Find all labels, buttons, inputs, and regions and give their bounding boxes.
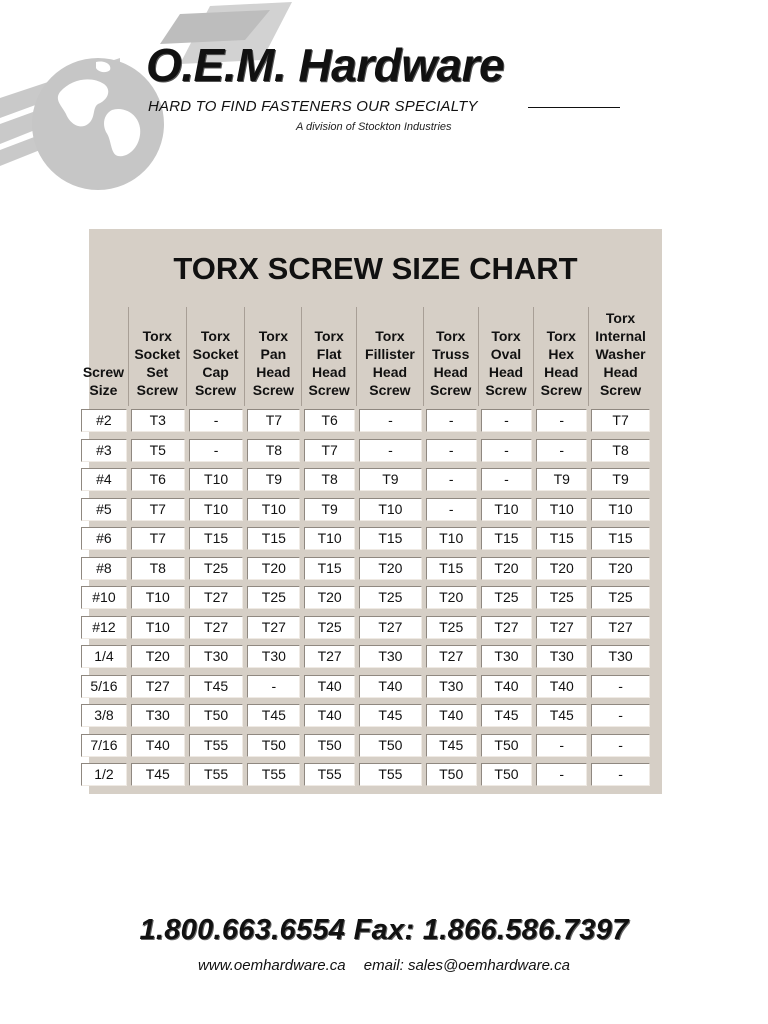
cell-value: T15 bbox=[247, 527, 300, 550]
size-chart-table bbox=[79, 307, 652, 790]
bit-size-cell bbox=[302, 613, 357, 643]
cell-value: T40 bbox=[359, 675, 422, 698]
cell-value: #8 bbox=[81, 557, 127, 580]
cell-value: T25 bbox=[304, 616, 355, 639]
size-cell bbox=[79, 495, 129, 525]
cell-value: #10 bbox=[81, 586, 127, 609]
bit-size-cell bbox=[245, 583, 302, 613]
cell-value: T25 bbox=[536, 586, 587, 609]
cell-value: T45 bbox=[131, 763, 185, 786]
bit-size-cell bbox=[479, 731, 535, 761]
cell-value: - bbox=[426, 498, 477, 521]
bit-size-cell bbox=[302, 465, 357, 495]
bit-size-cell bbox=[589, 554, 652, 584]
bit-size-cell bbox=[187, 554, 246, 584]
bit-size-cell bbox=[302, 642, 357, 672]
tagline-rule bbox=[528, 107, 620, 108]
bit-size-cell bbox=[357, 642, 424, 672]
cell-value: - bbox=[536, 409, 587, 432]
cell-value: - bbox=[536, 734, 587, 757]
cell-value: - bbox=[591, 734, 650, 757]
cell-value: - bbox=[359, 409, 422, 432]
bit-size-cell bbox=[187, 583, 246, 613]
bit-size-cell bbox=[129, 554, 187, 584]
table-row bbox=[79, 642, 652, 672]
table-row bbox=[79, 554, 652, 584]
bit-size-cell bbox=[187, 760, 246, 790]
bit-size-cell bbox=[424, 465, 479, 495]
cell-value: T40 bbox=[481, 675, 533, 698]
bit-size-cell bbox=[589, 465, 652, 495]
cell-value: - bbox=[189, 409, 244, 432]
cell-value: T30 bbox=[426, 675, 477, 698]
cell-value: T10 bbox=[481, 498, 533, 521]
bit-size-cell bbox=[187, 701, 246, 731]
cell-value: T40 bbox=[304, 704, 355, 727]
bit-size-cell bbox=[479, 642, 535, 672]
bit-size-cell bbox=[187, 613, 246, 643]
cell-value: - bbox=[359, 439, 422, 462]
column-header: Torx Flat Head Screw bbox=[302, 307, 357, 406]
cell-value: T10 bbox=[591, 498, 650, 521]
cell-value: T20 bbox=[536, 557, 587, 580]
bit-size-cell bbox=[534, 701, 589, 731]
size-cell bbox=[79, 701, 129, 731]
bit-size-cell bbox=[302, 760, 357, 790]
cell-value: T27 bbox=[304, 645, 355, 668]
bit-size-cell bbox=[357, 554, 424, 584]
bit-size-cell bbox=[245, 701, 302, 731]
cell-value: #6 bbox=[81, 527, 127, 550]
bit-size-cell bbox=[534, 524, 589, 554]
bit-size-cell bbox=[424, 760, 479, 790]
bit-size-cell bbox=[357, 701, 424, 731]
cell-value: T25 bbox=[481, 586, 533, 609]
cell-value: T25 bbox=[189, 557, 244, 580]
cell-value: T10 bbox=[189, 468, 244, 491]
bit-size-cell bbox=[589, 495, 652, 525]
bit-size-cell bbox=[589, 524, 652, 554]
bit-size-cell bbox=[129, 731, 187, 761]
bit-size-cell bbox=[129, 465, 187, 495]
bit-size-cell bbox=[589, 760, 652, 790]
bit-size-cell bbox=[424, 701, 479, 731]
bit-size-cell bbox=[245, 406, 302, 436]
bit-size-cell bbox=[589, 642, 652, 672]
cell-value: T15 bbox=[304, 557, 355, 580]
website-link[interactable]: www.oemhardware.ca bbox=[198, 957, 346, 974]
bit-size-cell bbox=[424, 524, 479, 554]
size-cell bbox=[79, 554, 129, 584]
cell-value: T30 bbox=[131, 704, 185, 727]
cell-value: T8 bbox=[304, 468, 355, 491]
bit-size-cell bbox=[479, 406, 535, 436]
cell-value: T27 bbox=[247, 616, 300, 639]
cell-value: T25 bbox=[591, 586, 650, 609]
cell-value: T27 bbox=[591, 616, 650, 639]
bit-size-cell bbox=[424, 406, 479, 436]
table-header-row bbox=[79, 307, 652, 406]
cell-value: T55 bbox=[189, 763, 244, 786]
bit-size-cell bbox=[534, 406, 589, 436]
bit-size-cell bbox=[302, 583, 357, 613]
bit-size-cell bbox=[357, 613, 424, 643]
bit-size-cell bbox=[589, 613, 652, 643]
bit-size-cell bbox=[357, 731, 424, 761]
cell-value: T55 bbox=[359, 763, 422, 786]
cell-value: T27 bbox=[536, 616, 587, 639]
cell-value: T40 bbox=[304, 675, 355, 698]
cell-value: - bbox=[591, 704, 650, 727]
cell-value: T25 bbox=[247, 586, 300, 609]
bit-size-cell bbox=[534, 554, 589, 584]
cell-value: T7 bbox=[131, 527, 185, 550]
cell-value: T20 bbox=[247, 557, 300, 580]
bit-size-cell bbox=[187, 731, 246, 761]
size-cell bbox=[79, 406, 129, 436]
cell-value: T55 bbox=[304, 763, 355, 786]
bit-size-cell bbox=[357, 583, 424, 613]
bit-size-cell bbox=[479, 436, 535, 466]
cell-value: T7 bbox=[591, 409, 650, 432]
cell-value: T20 bbox=[591, 557, 650, 580]
column-header: Torx Fillister Head Screw bbox=[357, 307, 424, 406]
size-cell bbox=[79, 731, 129, 761]
cell-value: T7 bbox=[304, 439, 355, 462]
cell-value: T15 bbox=[536, 527, 587, 550]
table-row bbox=[79, 613, 652, 643]
column-header: Torx Socket Cap Screw bbox=[187, 307, 246, 406]
cell-value: T55 bbox=[189, 734, 244, 757]
cell-value: T8 bbox=[591, 439, 650, 462]
column-header: Torx Pan Head Screw bbox=[245, 307, 302, 406]
bit-size-cell bbox=[534, 642, 589, 672]
table-row bbox=[79, 524, 652, 554]
cell-value: T45 bbox=[481, 704, 533, 727]
table-row bbox=[79, 701, 652, 731]
cell-value: T20 bbox=[359, 557, 422, 580]
bit-size-cell bbox=[534, 672, 589, 702]
bit-size-cell bbox=[245, 524, 302, 554]
table-row bbox=[79, 406, 652, 436]
bit-size-cell bbox=[479, 583, 535, 613]
size-chart-panel bbox=[82, 229, 662, 794]
bit-size-cell bbox=[357, 760, 424, 790]
bit-size-cell bbox=[187, 642, 246, 672]
cell-value: T15 bbox=[359, 527, 422, 550]
bit-size-cell bbox=[245, 554, 302, 584]
cell-value: - bbox=[481, 468, 533, 491]
bit-size-cell bbox=[187, 436, 246, 466]
cell-value: #5 bbox=[81, 498, 127, 521]
bit-size-cell bbox=[479, 613, 535, 643]
table-row bbox=[79, 495, 652, 525]
size-cell bbox=[79, 672, 129, 702]
cell-value: T27 bbox=[426, 645, 477, 668]
bit-size-cell bbox=[245, 642, 302, 672]
bit-size-cell bbox=[245, 436, 302, 466]
cell-value: - bbox=[426, 439, 477, 462]
cell-value: T20 bbox=[481, 557, 533, 580]
bit-size-cell bbox=[245, 760, 302, 790]
bit-size-cell bbox=[129, 701, 187, 731]
cell-value: T9 bbox=[304, 498, 355, 521]
bit-size-cell bbox=[534, 495, 589, 525]
cell-value: T10 bbox=[536, 498, 587, 521]
bit-size-cell bbox=[479, 672, 535, 702]
bit-size-cell bbox=[129, 642, 187, 672]
cell-value: T15 bbox=[189, 527, 244, 550]
cell-value: T7 bbox=[131, 498, 185, 521]
size-cell bbox=[79, 613, 129, 643]
bit-size-cell bbox=[479, 554, 535, 584]
bit-size-cell bbox=[479, 760, 535, 790]
bit-size-cell bbox=[424, 436, 479, 466]
cell-value: T10 bbox=[131, 586, 185, 609]
bit-size-cell bbox=[424, 495, 479, 525]
cell-value: T30 bbox=[591, 645, 650, 668]
bit-size-cell bbox=[479, 465, 535, 495]
cell-value: #12 bbox=[81, 616, 127, 639]
cell-value: T15 bbox=[481, 527, 533, 550]
cell-value: #4 bbox=[81, 468, 127, 491]
cell-value: T50 bbox=[359, 734, 422, 757]
cell-value: - bbox=[481, 409, 533, 432]
cell-value: T8 bbox=[131, 557, 185, 580]
web-contact bbox=[0, 957, 768, 974]
cell-value: T40 bbox=[536, 675, 587, 698]
cell-value: T45 bbox=[536, 704, 587, 727]
cell-value: T45 bbox=[247, 704, 300, 727]
bit-size-cell bbox=[245, 465, 302, 495]
cell-value: T9 bbox=[359, 468, 422, 491]
cell-value: T25 bbox=[426, 616, 477, 639]
cell-value: T10 bbox=[247, 498, 300, 521]
bit-size-cell bbox=[129, 760, 187, 790]
cell-value: T27 bbox=[189, 586, 244, 609]
cell-value: T8 bbox=[247, 439, 300, 462]
bit-size-cell bbox=[424, 672, 479, 702]
bit-size-cell bbox=[357, 436, 424, 466]
cell-value: T10 bbox=[189, 498, 244, 521]
bit-size-cell bbox=[534, 465, 589, 495]
phone-fax: 1.800.663.6554 Fax: 1.866.586.7397 bbox=[139, 914, 629, 946]
chart-title: TORX SCREW SIZE CHART bbox=[173, 251, 578, 286]
cell-value: T30 bbox=[359, 645, 422, 668]
cell-value: - bbox=[481, 439, 533, 462]
bit-size-cell bbox=[424, 642, 479, 672]
bit-size-cell bbox=[129, 613, 187, 643]
bit-size-cell bbox=[245, 672, 302, 702]
cell-value: - bbox=[536, 763, 587, 786]
cell-value: T20 bbox=[131, 645, 185, 668]
cell-value: T40 bbox=[131, 734, 185, 757]
bit-size-cell bbox=[302, 495, 357, 525]
cell-value: T10 bbox=[359, 498, 422, 521]
size-cell bbox=[79, 583, 129, 613]
cell-value: T3 bbox=[131, 409, 185, 432]
bit-size-cell bbox=[589, 672, 652, 702]
bit-size-cell bbox=[424, 731, 479, 761]
column-header: Torx Oval Head Screw bbox=[479, 307, 535, 406]
table-row bbox=[79, 760, 652, 790]
cell-value: T15 bbox=[426, 557, 477, 580]
bit-size-cell bbox=[302, 436, 357, 466]
bit-size-cell bbox=[302, 701, 357, 731]
bit-size-cell bbox=[479, 495, 535, 525]
bit-size-cell bbox=[424, 613, 479, 643]
cell-value: T50 bbox=[481, 763, 533, 786]
column-header: Torx Hex Head Screw bbox=[534, 307, 589, 406]
cell-value: T50 bbox=[304, 734, 355, 757]
column-header: Screw Size bbox=[79, 307, 129, 406]
bit-size-cell bbox=[534, 731, 589, 761]
cell-value: - bbox=[591, 675, 650, 698]
table-row bbox=[79, 465, 652, 495]
bit-size-cell bbox=[245, 613, 302, 643]
cell-value: - bbox=[189, 439, 244, 462]
cell-value: T5 bbox=[131, 439, 185, 462]
bit-size-cell bbox=[245, 495, 302, 525]
bit-size-cell bbox=[302, 524, 357, 554]
bit-size-cell bbox=[187, 465, 246, 495]
cell-value: - bbox=[426, 468, 477, 491]
table-row bbox=[79, 731, 652, 761]
cell-value: T45 bbox=[189, 675, 244, 698]
bit-size-cell bbox=[357, 465, 424, 495]
cell-value: T55 bbox=[247, 763, 300, 786]
column-header: Torx Socket Set Screw bbox=[129, 307, 187, 406]
cell-value: T50 bbox=[189, 704, 244, 727]
bit-size-cell bbox=[534, 613, 589, 643]
bit-size-cell bbox=[479, 524, 535, 554]
cell-value: T30 bbox=[536, 645, 587, 668]
bit-size-cell bbox=[357, 406, 424, 436]
cell-value: T30 bbox=[247, 645, 300, 668]
bit-size-cell bbox=[589, 731, 652, 761]
bit-size-cell bbox=[357, 495, 424, 525]
bit-size-cell bbox=[589, 436, 652, 466]
bit-size-cell bbox=[129, 672, 187, 702]
bit-size-cell bbox=[129, 495, 187, 525]
cell-value: T27 bbox=[481, 616, 533, 639]
cell-value: T6 bbox=[304, 409, 355, 432]
cell-value: T9 bbox=[247, 468, 300, 491]
bit-size-cell bbox=[187, 672, 246, 702]
bit-size-cell bbox=[357, 524, 424, 554]
bit-size-cell bbox=[129, 406, 187, 436]
cell-value: 1/2 bbox=[81, 763, 127, 786]
cell-value: T9 bbox=[536, 468, 587, 491]
cell-value: 1/4 bbox=[81, 645, 127, 668]
bit-size-cell bbox=[187, 495, 246, 525]
bit-size-cell bbox=[302, 672, 357, 702]
bit-size-cell bbox=[302, 731, 357, 761]
cell-value: - bbox=[591, 763, 650, 786]
bit-size-cell bbox=[129, 436, 187, 466]
size-cell bbox=[79, 465, 129, 495]
cell-value: T6 bbox=[131, 468, 185, 491]
cell-value: T30 bbox=[481, 645, 533, 668]
cell-value: #3 bbox=[81, 439, 127, 462]
table-row bbox=[79, 436, 652, 466]
cell-value: T20 bbox=[426, 586, 477, 609]
cell-value: #2 bbox=[81, 409, 127, 432]
size-cell bbox=[79, 436, 129, 466]
email-link[interactable]: email: sales@oemhardware.ca bbox=[363, 957, 570, 974]
cell-value: T45 bbox=[426, 734, 477, 757]
column-header: Torx Internal Washer Head Screw bbox=[595, 310, 646, 398]
bit-size-cell bbox=[424, 554, 479, 584]
table-row bbox=[79, 672, 652, 702]
cell-value: T25 bbox=[359, 586, 422, 609]
bit-size-cell bbox=[424, 583, 479, 613]
cell-value: 3/8 bbox=[81, 704, 127, 727]
cell-value: - bbox=[426, 409, 477, 432]
bit-size-cell bbox=[187, 406, 246, 436]
bit-size-cell bbox=[534, 583, 589, 613]
table-body bbox=[79, 406, 652, 790]
cell-value: T9 bbox=[591, 468, 650, 491]
cell-value: T10 bbox=[131, 616, 185, 639]
bit-size-cell bbox=[187, 524, 246, 554]
cell-value: T30 bbox=[189, 645, 244, 668]
bit-size-cell bbox=[589, 701, 652, 731]
bit-size-cell bbox=[357, 672, 424, 702]
cell-value: T40 bbox=[426, 704, 477, 727]
cell-value: T27 bbox=[359, 616, 422, 639]
bit-size-cell bbox=[245, 731, 302, 761]
cell-value: T10 bbox=[304, 527, 355, 550]
cell-value: T27 bbox=[189, 616, 244, 639]
cell-value: T50 bbox=[426, 763, 477, 786]
size-cell bbox=[79, 760, 129, 790]
bit-size-cell bbox=[302, 554, 357, 584]
cell-value: T27 bbox=[131, 675, 185, 698]
cell-value: T20 bbox=[304, 586, 355, 609]
table-row bbox=[79, 583, 652, 613]
bit-size-cell bbox=[129, 583, 187, 613]
cell-value: 7/16 bbox=[81, 734, 127, 757]
cell-value: T7 bbox=[247, 409, 300, 432]
bit-size-cell bbox=[534, 760, 589, 790]
bit-size-cell bbox=[534, 436, 589, 466]
cell-value: - bbox=[247, 675, 300, 698]
cell-value: T50 bbox=[247, 734, 300, 757]
size-cell bbox=[79, 524, 129, 554]
cell-value: 5/16 bbox=[81, 675, 127, 698]
brand-name: O.E.M. Hardware bbox=[146, 39, 505, 91]
cell-value: T50 bbox=[481, 734, 533, 757]
cell-value: - bbox=[536, 439, 587, 462]
cell-value: T10 bbox=[426, 527, 477, 550]
bit-size-cell bbox=[479, 701, 535, 731]
size-cell bbox=[79, 642, 129, 672]
division-text: A division of Stockton Industries bbox=[296, 121, 452, 133]
tagline: HARD TO FIND FASTENERS OUR SPECIALTY bbox=[148, 98, 478, 115]
cell-value: T15 bbox=[591, 527, 650, 550]
bit-size-cell bbox=[589, 583, 652, 613]
cell-value: T45 bbox=[359, 704, 422, 727]
bit-size-cell bbox=[302, 406, 357, 436]
bit-size-cell bbox=[129, 524, 187, 554]
bit-size-cell bbox=[589, 406, 652, 436]
column-header: Torx Truss Head Screw bbox=[424, 307, 479, 406]
